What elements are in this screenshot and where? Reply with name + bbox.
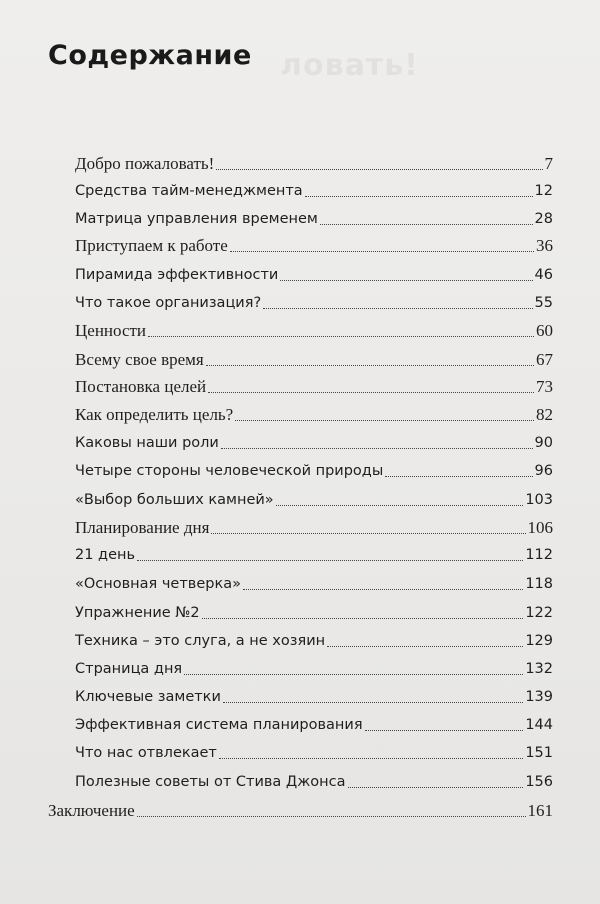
dot-leader bbox=[148, 336, 534, 337]
toc-entry-title: Добро пожаловать! bbox=[75, 154, 215, 173]
toc-entry-page-number: 96 bbox=[534, 463, 553, 479]
toc-entry bbox=[75, 711, 553, 735]
toc-entry bbox=[75, 627, 553, 651]
dot-leader bbox=[223, 702, 523, 703]
show-through-text: ловать! bbox=[280, 48, 419, 83]
toc-entry bbox=[75, 570, 553, 594]
toc-entry-title: Что нас отвлекает bbox=[75, 745, 217, 761]
toc-entry bbox=[75, 768, 553, 792]
toc-entry bbox=[75, 150, 553, 174]
page-title: Содержание bbox=[48, 40, 252, 71]
toc-entry-title: Постановка целей bbox=[75, 377, 207, 396]
dot-leader bbox=[230, 251, 534, 252]
toc-entry-title: Как определить цель? bbox=[75, 405, 234, 424]
toc-entry-page-number: 103 bbox=[525, 492, 553, 508]
toc-entry-page-number: 67 bbox=[536, 350, 553, 369]
toc-entry bbox=[75, 599, 553, 623]
toc-entry-title: Пирамида эффективности bbox=[75, 267, 279, 283]
toc-entry bbox=[75, 429, 553, 453]
dot-leader bbox=[208, 392, 534, 393]
toc-entry-title: «Выбор больших камней» bbox=[75, 492, 274, 508]
dot-leader bbox=[263, 308, 532, 309]
toc-entry-title: Каковы наши роли bbox=[75, 435, 219, 451]
dot-leader bbox=[280, 280, 532, 281]
toc-entry bbox=[48, 797, 553, 821]
toc-entry bbox=[75, 261, 553, 285]
dot-leader bbox=[219, 758, 523, 759]
toc-entry bbox=[75, 486, 553, 510]
toc-entry-page-number: 82 bbox=[536, 405, 553, 424]
toc-entry-page-number: 161 bbox=[527, 801, 553, 820]
toc-entry bbox=[75, 205, 553, 229]
toc-entry-page-number: 36 bbox=[536, 236, 553, 255]
toc-entry-title: Полезные советы от Стива Джонса bbox=[75, 774, 346, 790]
toc-entry-page-number: 122 bbox=[525, 605, 553, 621]
toc-entry-page-number: 129 bbox=[525, 633, 553, 649]
toc-entry-title: Всему свое время bbox=[75, 350, 204, 369]
toc-entry-page-number: 73 bbox=[536, 377, 553, 396]
dot-leader bbox=[211, 533, 525, 534]
dot-leader bbox=[137, 560, 523, 561]
toc-entry-page-number: 151 bbox=[525, 745, 553, 761]
toc-entry-page-number: 55 bbox=[534, 295, 553, 311]
dot-leader bbox=[184, 674, 523, 675]
dot-leader bbox=[348, 787, 524, 788]
toc-entry-title: Ключевые заметки bbox=[75, 689, 221, 705]
dot-leader bbox=[327, 646, 523, 647]
toc-entry-title: Приступаем к работе bbox=[75, 236, 228, 255]
toc-entry-title: 21 день bbox=[75, 547, 136, 563]
toc-entry-page-number: 118 bbox=[525, 576, 553, 592]
toc-entry-page-number: 46 bbox=[534, 267, 553, 283]
toc-entry bbox=[75, 232, 553, 256]
toc-entry-title: Планирование дня bbox=[75, 518, 210, 537]
toc-entry-page-number: 106 bbox=[527, 518, 553, 537]
toc-entry-page-number: 60 bbox=[536, 321, 553, 340]
toc-entry-page-number: 28 bbox=[534, 211, 553, 227]
dot-leader bbox=[216, 169, 542, 170]
dot-leader bbox=[235, 420, 534, 421]
toc-entry-page-number: 144 bbox=[525, 717, 553, 733]
toc-entry bbox=[75, 541, 553, 565]
dot-leader bbox=[206, 365, 534, 366]
toc-entry-title: Что такое организация? bbox=[75, 295, 262, 311]
toc-entry-title: Матрица управления временем bbox=[75, 211, 318, 227]
toc-entry-title: Страница дня bbox=[75, 661, 183, 677]
toc-entry bbox=[75, 373, 553, 397]
toc-entry bbox=[75, 289, 553, 313]
dot-leader bbox=[305, 196, 533, 197]
toc-entry-title: Заключение bbox=[48, 801, 135, 820]
toc-entry-title: Упражнение №2 bbox=[75, 605, 200, 621]
dot-leader bbox=[202, 618, 524, 619]
toc-entry bbox=[75, 346, 553, 370]
toc-entry bbox=[75, 739, 553, 763]
dot-leader bbox=[221, 448, 533, 449]
dot-leader bbox=[365, 730, 524, 731]
toc-entry bbox=[75, 655, 553, 679]
toc-entry-title: Ценности bbox=[75, 321, 147, 340]
toc-entry-page-number: 139 bbox=[525, 689, 553, 705]
toc-entry-page-number: 90 bbox=[534, 435, 553, 451]
toc-entry-page-number: 12 bbox=[534, 183, 553, 199]
toc-entry bbox=[75, 457, 553, 481]
toc-entry-page-number: 132 bbox=[525, 661, 553, 677]
dot-leader bbox=[320, 224, 533, 225]
dot-leader bbox=[243, 589, 523, 590]
toc-entry bbox=[75, 401, 553, 425]
toc-entry-title: Четыре стороны человеческой природы bbox=[75, 463, 384, 479]
toc-entry bbox=[75, 317, 553, 341]
dot-leader bbox=[385, 476, 532, 477]
toc-entry bbox=[75, 683, 553, 707]
toc-entry-page-number: 7 bbox=[544, 154, 553, 173]
toc-entry bbox=[75, 514, 553, 538]
toc-entry-page-number: 112 bbox=[525, 547, 553, 563]
dot-leader bbox=[137, 816, 526, 817]
toc-entry-title: Эффективная система планирования bbox=[75, 717, 363, 733]
toc-entry-page-number: 156 bbox=[525, 774, 553, 790]
toc-entry-title: Средства тайм-менеджмента bbox=[75, 183, 303, 199]
toc-entry-title: Техника – это слуга, а не хозяин bbox=[75, 633, 326, 649]
dot-leader bbox=[276, 505, 524, 506]
toc-entry bbox=[75, 177, 553, 201]
toc-entry-title: «Основная четверка» bbox=[75, 576, 241, 592]
